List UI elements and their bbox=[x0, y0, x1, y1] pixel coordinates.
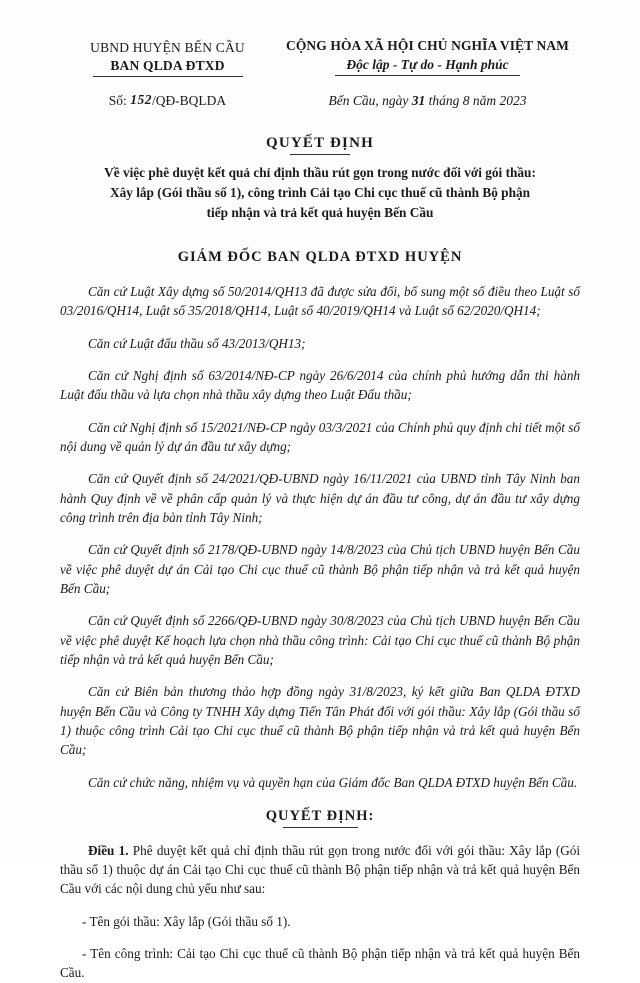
national-heading-block bbox=[275, 38, 580, 76]
place-date-suffix: tháng 8 năm 2023 bbox=[428, 93, 527, 108]
document-number bbox=[60, 93, 275, 109]
number-and-date-row bbox=[60, 93, 580, 109]
issuing-authority-line1: UBND HUYỆN BẾN CẦU bbox=[90, 40, 245, 55]
place-date-prefix: Bến Cầu, ngày bbox=[328, 93, 409, 108]
national-name: CỘNG HÒA XÃ HỘI CHỦ NGHĨA VIỆT NAM bbox=[285, 38, 570, 53]
decision-heading-underline bbox=[283, 827, 358, 828]
legal-basis-item: Căn cứ Luật Xây dựng số 50/2014/QH13 đã được sửa đổi, bổ sung một số điều theo Luật số 03/2016/QH14, Luật số 35/2018/QH14, Luật số 40/2019/QH14 và Luật số 62/2020/QH14; bbox=[60, 283, 580, 319]
issuing-authority-underline bbox=[93, 76, 243, 77]
document-subject-line3: tiếp nhận và trả kết quả huyện Bến Cầu bbox=[206, 204, 434, 220]
page-title-underline bbox=[290, 154, 350, 155]
document-number-suffix: /QĐ-BQLDA bbox=[151, 93, 227, 108]
document-subject-line2: Xây lắp (Gói thầu số 1), công trình Cải tạo Chi cục thuế cũ thành Bộ phận bbox=[109, 184, 531, 200]
document-subject-line1: Về việc phê duyệt kết quả chỉ định thầu rút gọn trong nước đối với gói thầu: bbox=[104, 165, 536, 180]
place-and-date bbox=[275, 93, 580, 109]
legal-basis-item: Căn cứ Quyết định số 2178/QĐ-UBND ngày 14/8/2023 của Chủ tịch UBND huyện Bến Cầu về việc phê duyệt dự án Cải tạo Chi cục thuế cũ thành Bộ phận tiếp nhận và trả kết quả huyện Bến Cầu; bbox=[60, 542, 580, 596]
document-number-handwritten: 152 bbox=[130, 92, 152, 107]
article-1-label: Điều 1. bbox=[88, 843, 129, 859]
article-1-paragraph bbox=[60, 841, 580, 898]
article-1-item: - Tên gói thầu: Xây lắp (Gói thầu số 1). bbox=[82, 913, 291, 929]
legal-basis-item: Căn cứ Luật đấu thầu số 43/2013/QH13; bbox=[88, 335, 306, 351]
article-1 bbox=[60, 841, 580, 982]
article-1-item: - Tên công trình: Cải tạo Chi cục thuế cũ thành Bộ phận tiếp nhận và trả kết quả huyện Bến Cầu. bbox=[60, 946, 580, 981]
document-subject bbox=[60, 163, 580, 223]
national-motto-underline bbox=[335, 75, 520, 76]
legal-basis-item: Căn cứ Quyết định số 2266/QĐ-UBND ngày 30/8/2023 của Chủ tịch UBND huyện Bến Cầu về việc phê duyệt Kế hoạch lựa chọn nhà thầu công trình: Cải tạo Chi cục thuế cũ thành Bộ phận tiếp nhận và trả kết quả huyện Bến Cầu; bbox=[60, 613, 580, 667]
legal-basis-item: Căn cứ chức năng, nhiệm vụ và quyền hạn của Giám đốc Ban QLDA ĐTXD huyện Bến Cầu. bbox=[88, 774, 578, 790]
page-title: QUYẾT ĐỊNH bbox=[266, 135, 374, 151]
legal-basis-item: Căn cứ Biên bản thương thảo hợp đồng ngày 31/8/2023, ký kết giữa Ban QLDA ĐTXD huyện Bến Cầu và Công ty TNHH Xây dựng Tiến Tân Phát đối với gói thầu: Xây lắp (Gói thầu số 1) thuộc công trình Cải tạo Chi cục thuế cũ thành Bộ phận tiếp nhận và trả kết quả huyện Bến Cầu; bbox=[60, 684, 580, 758]
national-motto: Độc lập - Tự do - Hạnh phúc bbox=[346, 57, 509, 72]
legal-basis-item: Căn cứ Nghị định số 63/2014/NĐ-CP ngày 26/6/2014 của chính phủ hướng dẫn thi hành Luật đấu thầu và lựa chọn nhà thầu xây dựng theo Luật Đấu thầu; bbox=[60, 367, 580, 403]
document-header bbox=[60, 38, 580, 77]
issuing-authority-block bbox=[60, 38, 275, 77]
legal-basis-item: Căn cứ Nghị định số 15/2021/NĐ-CP ngày 03/3/2021 của Chính phủ quy định chi tiết một số nội dung về quản lý dự án đầu tư xây dựng; bbox=[60, 419, 580, 454]
document-number-prefix: Số: bbox=[108, 93, 127, 108]
decision-heading: QUYẾT ĐỊNH: bbox=[265, 807, 375, 824]
issuing-authority-line2: BAN QLDA ĐTXD bbox=[110, 58, 225, 73]
legal-basis-item: Căn cứ Quyết định số 24/2021/QĐ-UBND ngày 16/11/2021 của UBND tỉnh Tây Ninh ban hành Quy định về về phân cấp quản lý và thực hiện dự án đầu tư công, dự án đầu tư xây dựng công trình trên địa bàn tỉnh Tây Ninh; bbox=[60, 471, 580, 525]
article-1-text: Phê duyệt kết quả chỉ định thầu rút gọn trong nước đối với gói thầu: Xây lắp (Gói thầu số 1) thuộc dự án Cải tạo Chi cục thuế cũ thành Bộ phận tiếp nhận và trả kết quả huyện Bến Cầu với các nội dung chủ yếu như sau: bbox=[60, 843, 581, 897]
document-body bbox=[60, 38, 580, 983]
issuer-title: GIÁM ĐỐC BAN QLDA ĐTXD HUYỆN bbox=[177, 248, 463, 265]
place-date-day: 31 bbox=[411, 93, 426, 108]
legal-bases bbox=[60, 282, 580, 792]
